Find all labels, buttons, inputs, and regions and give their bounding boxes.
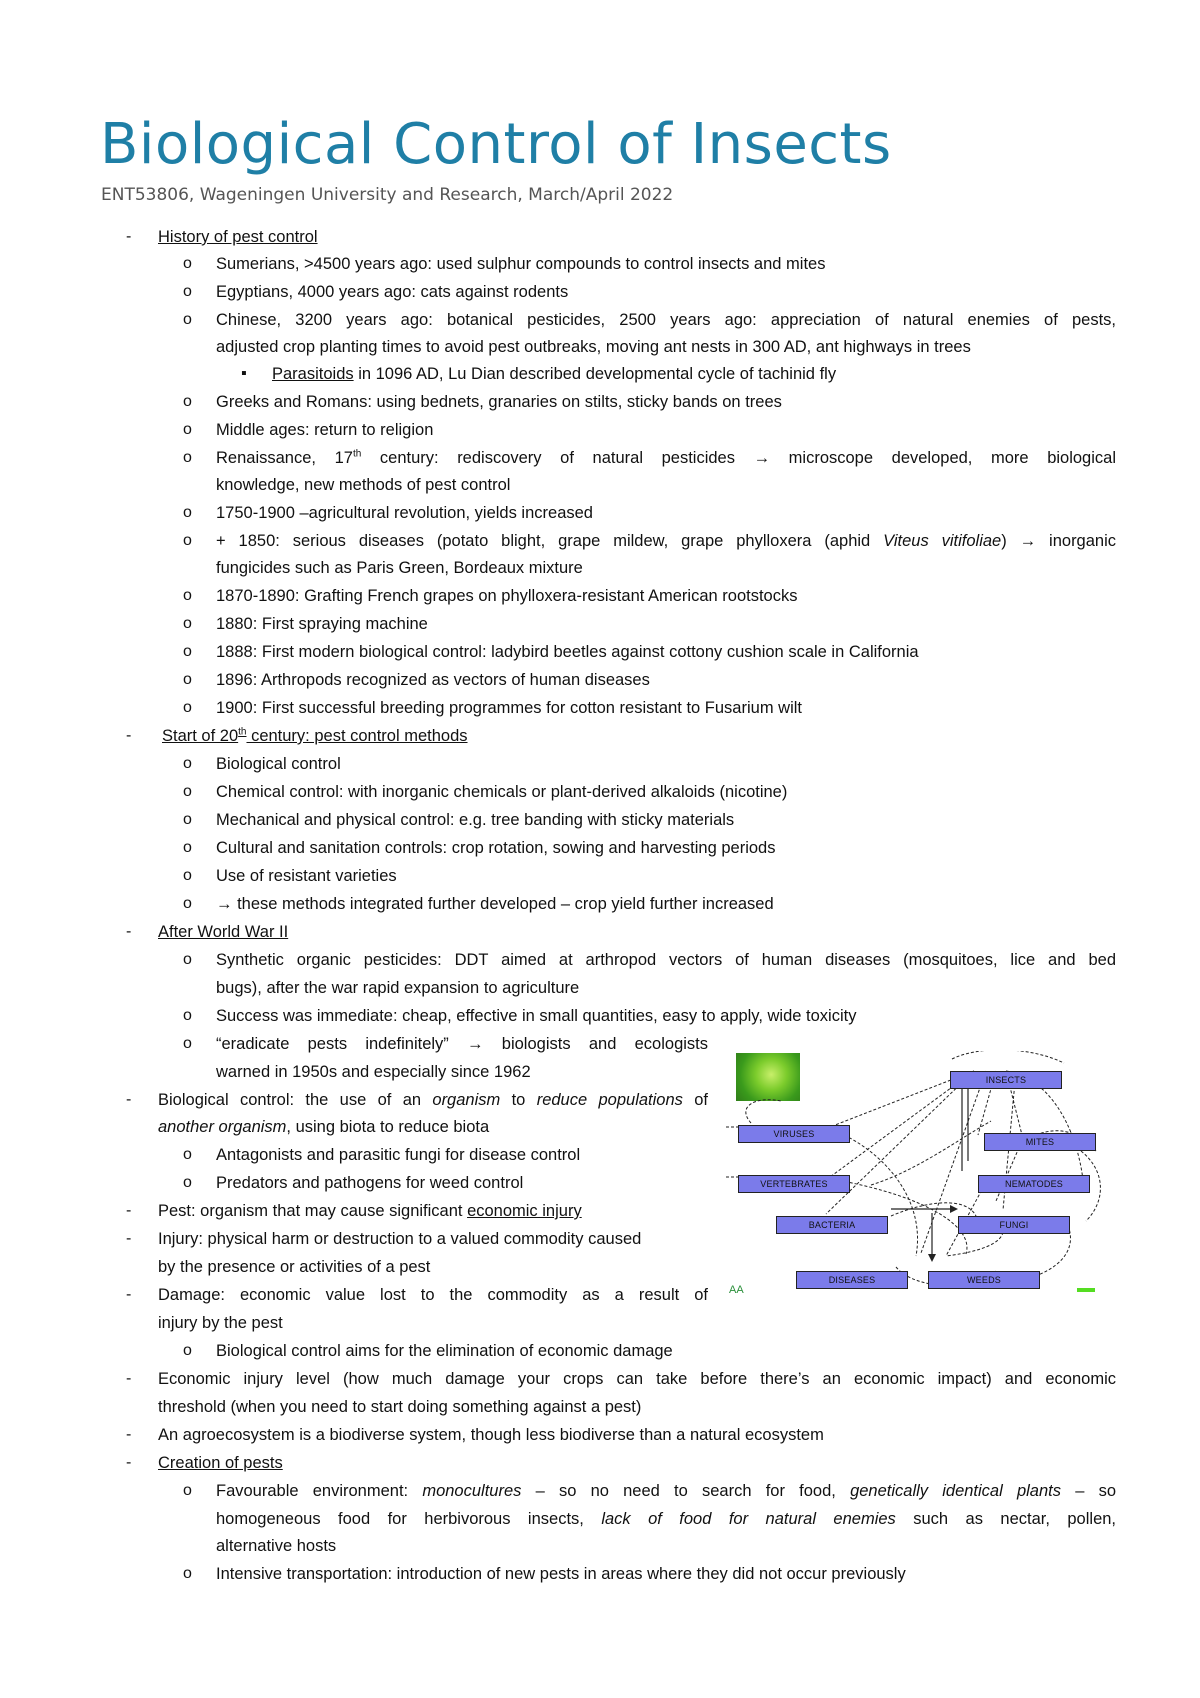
text-run: 1888: First modern biological control: ladybird beetles against cottony cushion scale in California [216, 643, 919, 661]
text-run: History of pest control [158, 228, 318, 246]
outline-line [216, 837, 776, 859]
circle-bullet: o [183, 699, 192, 716]
node-fungi: FUNGI [958, 1216, 1070, 1234]
text-run: Synthetic organic pesticides: DDT aimed at arthropod vectors of human diseases (mosquitoes, lice and bed [216, 951, 1116, 969]
text-run: adjusted crop planting times to avoid pest outbreaks, moving ant nests in 300 AD, ant highways in trees [216, 338, 971, 356]
publisher-logo: AA [729, 1284, 744, 1296]
text-run: Renaissance, 17 [216, 449, 353, 467]
text-run: 1870-1890: Grafting French grapes on phylloxera-resistant American rootstocks [216, 587, 798, 605]
circle-bullet: o [183, 643, 192, 660]
outline-line [158, 1256, 430, 1278]
text-run: century: rediscovery of natural pesticides → microscope developed, more biological [361, 449, 1116, 467]
text-run: Cultural and sanitation controls: crop rotation, sowing and harvesting periods [216, 839, 776, 857]
text-run: Parasitoids [272, 365, 354, 383]
circle-bullet: o [183, 587, 192, 604]
outline-line [158, 1312, 283, 1334]
node-insects: INSECTS [950, 1071, 1062, 1089]
text-run: 1900: First successful breeding programmes for cotton resistant to Fusarium wilt [216, 699, 802, 717]
circle-bullet: o [183, 671, 192, 688]
text-run: – so [1061, 1482, 1116, 1500]
text-run: “eradicate pests indefinitely” → biologists and ecologists [216, 1035, 708, 1053]
circle-bullet: o [183, 1035, 192, 1052]
circle-bullet: o [183, 867, 192, 884]
text-run: fungicides such as Paris Green, Bordeaux mixture [216, 559, 583, 577]
circle-bullet: o [183, 839, 192, 856]
outline-line [216, 502, 593, 524]
text-run: bugs), after the war rapid expansion to agriculture [216, 979, 580, 997]
outline-line [216, 669, 650, 691]
text-run: Mechanical and physical control: e.g. tree banding with sticky materials [216, 811, 735, 829]
text-run: Favourable environment: [216, 1482, 423, 1500]
text-run: Biological control aims for the elimination of economic damage [216, 1342, 673, 1360]
text-run: by the presence or activities of a pest [158, 1258, 431, 1276]
text-run: → these methods integrated further developed – crop yield further increased [216, 895, 774, 913]
dash-bullet: - [126, 1286, 132, 1303]
outline-line [158, 226, 318, 248]
text-run: th [238, 726, 247, 738]
text-run: Egyptians, 4000 years ago: cats against rodents [216, 283, 569, 301]
outline-line [158, 1284, 708, 1306]
text-run: of [682, 1091, 708, 1109]
circle-bullet: o [183, 311, 192, 328]
outline-line [216, 1061, 531, 1083]
outline-line [216, 391, 782, 413]
outline-line [216, 1508, 1116, 1530]
node-nematodes: NEMATODES [978, 1175, 1090, 1193]
text-run: economic injury [467, 1202, 582, 1220]
outline-line [216, 949, 1116, 971]
dash-bullet: - [126, 1091, 132, 1108]
dash-bullet: - [126, 1426, 132, 1443]
outline-line [216, 1563, 906, 1585]
outline-line [216, 865, 397, 887]
text-run: – so no need to search for food, [521, 1482, 851, 1500]
text-run: 1896: Arthropods recognized as vectors of human diseases [216, 671, 650, 689]
text-run: Chinese, 3200 years ago: botanical pesticides, 2500 years ago: appreciation of natural enemies of pests, [216, 311, 1116, 329]
outline-line [216, 585, 797, 607]
outline-line [162, 725, 468, 747]
text-run: Start of 20 [162, 727, 239, 745]
outline-line [216, 1172, 523, 1194]
text-run: Pest: organism that may cause significant [158, 1202, 468, 1220]
outline-line [216, 336, 971, 358]
text-run: Sumerians, >4500 years ago: used sulphur compounds to control insects and mites [216, 255, 826, 273]
text-run: Intensive transportation: introduction of new pests in areas where they did not occur previously [216, 1565, 906, 1583]
text-run: Biological control: the use of an [158, 1091, 433, 1109]
text-run: threshold (when you need to start doing something against a pest) [158, 1398, 642, 1416]
text-run: Injury: physical harm or destruction to a valued commodity caused [158, 1230, 642, 1248]
outline-line [158, 921, 288, 943]
outline-line [272, 363, 836, 385]
outline-line [216, 1340, 673, 1362]
outline-line [158, 1089, 708, 1111]
dash-bullet: - [126, 1454, 132, 1471]
node-weeds: WEEDS [928, 1271, 1040, 1289]
outline-line [216, 447, 1116, 469]
text-run: Use of resistant varieties [216, 867, 397, 885]
circle-bullet: o [183, 255, 192, 272]
circle-bullet: o [183, 393, 192, 410]
outline-line [216, 893, 774, 915]
dash-bullet: - [126, 727, 132, 744]
text-run: An agroecosystem is a biodiverse system, though less biodiverse than a natural ecosystem [158, 1426, 824, 1444]
outline-line [158, 1396, 641, 1418]
outline-line [216, 697, 802, 719]
outline-line [216, 530, 1116, 552]
circle-bullet: o [183, 895, 192, 912]
circle-bullet: o [183, 1342, 192, 1359]
circle-bullet: o [183, 532, 192, 549]
outline-line [216, 977, 579, 999]
text-run: alternative hosts [216, 1537, 337, 1555]
outline-line [216, 1005, 856, 1027]
text-run: Success was immediate: cheap, effective in small quantities, easy to apply, wide toxicity [216, 1007, 857, 1025]
outline-line [158, 1228, 641, 1250]
outline-line [216, 474, 510, 496]
circle-bullet: o [183, 1482, 192, 1499]
outline-line [216, 557, 583, 579]
circle-bullet: o [183, 811, 192, 828]
outline-line [216, 641, 919, 663]
node-mites: MITES [984, 1133, 1096, 1151]
outline-line [216, 281, 568, 303]
dash-bullet: - [126, 1230, 132, 1247]
outline-line [216, 613, 428, 635]
outline-line [216, 1033, 708, 1055]
text-run: such as nectar, pollen, [895, 1510, 1117, 1528]
node-viruses: VIRUSES [738, 1125, 850, 1143]
outline-line [216, 419, 433, 441]
text-run: Damage: economic value lost to the commodity as a result of [158, 1286, 708, 1304]
text-run: + 1850: serious diseases (potato blight, grape mildew, grape phylloxera (aphid [216, 532, 884, 550]
outline-line [158, 1424, 824, 1446]
text-run: 1750-1900 –agricultural revolution, yields increased [216, 504, 593, 522]
circle-bullet: o [183, 615, 192, 632]
text-run: th [352, 448, 362, 460]
text-run: century: pest control methods [246, 727, 468, 745]
text-run: in 1096 AD, Lu Dian described developmental cycle of tachinid fly [353, 365, 837, 383]
text-run: Creation of pests [158, 1454, 283, 1472]
node-vertebrates: VERTEBRATES [738, 1175, 850, 1193]
text-run: Middle ages: return to religion [216, 421, 434, 439]
text-run: , using biota to reduce biota [286, 1118, 490, 1136]
document-title: Biological Control of Insects [100, 112, 892, 177]
circle-bullet: o [183, 421, 192, 438]
node-diseases: DISEASES [796, 1271, 908, 1289]
text-run: Predators and pathogens for weed control [216, 1174, 524, 1192]
square-bullet: ▪ [241, 365, 247, 382]
circle-bullet: o [183, 1174, 192, 1191]
outline-line [158, 1368, 1116, 1390]
text-run: 1880: First spraying machine [216, 615, 428, 633]
text-run: lack of food for natural enemies [601, 1510, 896, 1528]
text-run: genetically identical plants [850, 1482, 1061, 1500]
dash-bullet: - [126, 1370, 132, 1387]
outline-line [216, 1144, 580, 1166]
outline-line [216, 1480, 1116, 1502]
text-run: Biological control [216, 755, 341, 773]
outline-line [158, 1116, 489, 1138]
figure-accent-bar [1077, 1288, 1095, 1292]
circle-bullet: o [183, 755, 192, 772]
text-run: homogeneous food for herbivorous insects, [216, 1510, 602, 1528]
text-run: another organism [158, 1118, 287, 1136]
dash-bullet: - [126, 228, 132, 245]
text-run: Greeks and Romans: using bednets, granaries on stilts, sticky bands on trees [216, 393, 782, 411]
text-run: reduce populations [536, 1091, 683, 1109]
circle-bullet: o [183, 1007, 192, 1024]
document-subtitle: ENT53806, Wageningen University and Research, March/April 2022 [101, 185, 674, 205]
text-run: Antagonists and parasitic fungi for disease control [216, 1146, 581, 1164]
text-run: knowledge, new methods of pest control [216, 476, 511, 494]
circle-bullet: o [183, 951, 192, 968]
text-run: monocultures [422, 1482, 522, 1500]
text-run: Chemical control: with inorganic chemicals or plant-derived alkaloids (nicotine) [216, 783, 788, 801]
circle-bullet: o [183, 1565, 192, 1582]
circle-bullet: o [183, 783, 192, 800]
text-run: Economic injury level (how much damage your crops can take before there’s an economic impact) and economic [158, 1370, 1116, 1388]
outline-line [216, 781, 787, 803]
circle-bullet: o [183, 504, 192, 521]
node-bacteria: BACTERIA [776, 1216, 888, 1234]
text-run: injury by the pest [158, 1314, 283, 1332]
outline-line [216, 309, 1116, 331]
text-run: organism [432, 1091, 501, 1109]
outline-line [216, 753, 341, 775]
pest-interaction-diagram [726, 1051, 1112, 1296]
outline-line [216, 253, 825, 275]
text-run: Viteus vitifoliae [883, 532, 1002, 550]
text-run: to [500, 1091, 537, 1109]
outline-line [158, 1452, 283, 1474]
outline-line [216, 809, 734, 831]
dash-bullet: - [126, 1202, 132, 1219]
text-run: warned in 1950s and especially since 1962 [216, 1063, 531, 1081]
circle-bullet: o [183, 1146, 192, 1163]
outline-line [158, 1200, 582, 1222]
text-run: After World War II [158, 923, 289, 941]
circle-bullet: o [183, 449, 192, 466]
text-run: ) → inorganic [1001, 532, 1117, 550]
circle-bullet: o [183, 283, 192, 300]
dash-bullet: - [126, 923, 132, 940]
outline-line [216, 1535, 336, 1557]
